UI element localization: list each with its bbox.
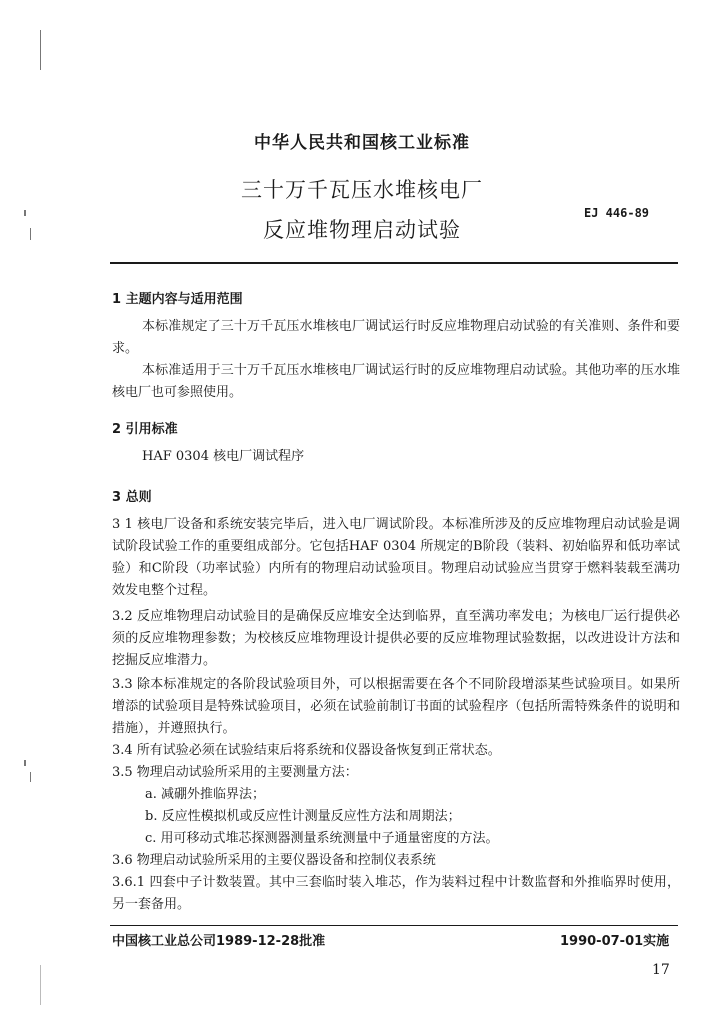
section-2-heading: 2 引用标准 (112, 422, 178, 437)
clause-3-6-1: 3.6.1 四套中子计数装置。其中三套临时装入堆芯，作为装料过程中计数监督和外推临界时使用，另一套备用。 (112, 875, 680, 912)
approval-date: 中国核工业总公司1989-12-28批准 (112, 934, 326, 949)
reference-standard: HAF 0304 核电厂调试程序 (142, 449, 305, 464)
section-3-heading: 3 总则 (112, 490, 152, 505)
method-b: b. 反应性模拟机或反应性计测量反应性方法和周期法； (145, 809, 461, 824)
clause-3-1: 3 1 核电厂设备和系统安装完毕后，进入电厂调试阶段。本标准所涉及的反应堆物理启动试验是调试阶段试验工作的重要组成部分。它包括HAF 0304 所规定的B阶段（装料、初始临界和低功率试验）和C阶段（功率试验）内所有的物理启动试验项目。物理启动试验应当贯穿于燃料装载至满功效发电整个过程。 (112, 517, 680, 598)
method-c: c. 用可移动式堆芯探测器测量系统测量中子通量密度的方法。 (145, 831, 499, 846)
document-title-line2: 反应堆物理启动试验 (263, 218, 461, 242)
standard-code: EJ 446-89 (584, 206, 650, 220)
scan-mark (40, 965, 41, 1005)
clause-3-2: 3.2 反应堆物理启动试验目的是确保反应堆安全达到临界，直至满功率发电；为核电厂运行提供必须的反应堆物理参数；为校核反应堆物理设计提供必要的反应堆物理试验数据，以改进设计方法和挖掘反应堆潜力。 (112, 609, 680, 668)
section-1-para-2: 本标准适用于三十万千瓦压水堆核电厂调试运行时的反应堆物理启动试验。其他功率的压水堆核电厂也可参照使用。 (112, 363, 680, 400)
clause-3-4: 3.4 所有试验必须在试验结束后将系统和仪器设备恢复到正常状态。 (112, 743, 501, 758)
section-1-para-1: 本标准规定了三十万千瓦压水堆核电厂调试运行时反应堆物理启动试验的有关准则、条件和要求。 (112, 319, 680, 356)
page-number: 17 (652, 962, 670, 978)
method-a: a. 减硼外推临界法； (145, 787, 266, 802)
scan-mark (30, 772, 31, 782)
scan-mark (40, 30, 41, 70)
clause-3-5: 3.5 物理启动试验所采用的主要测量方法： (112, 765, 358, 780)
effective-date: 1990-07-01实施 (560, 934, 670, 949)
section-1-heading: 1 主题内容与适用范围 (112, 292, 243, 307)
scan-mark (24, 760, 26, 766)
clause-3-6: 3.6 物理启动试验所采用的主要仪器设备和控制仪表系统 (112, 853, 436, 868)
footer-divider (110, 925, 678, 926)
header-divider (110, 262, 678, 264)
organization-title: 中华人民共和国核工业标准 (254, 133, 470, 153)
document-title-line1: 三十万千瓦压水堆核电厂 (241, 178, 483, 202)
clause-3-3: 3.3 除本标准规定的各阶段试验项目外，可以根据需要在各个不同阶段增添某些试验项目。如果所增添的试验项目是特殊试验项目，必须在试验前制订书面的试验程序（包括所需特殊条件的说明和措施），并遵照执行。 (112, 677, 680, 736)
